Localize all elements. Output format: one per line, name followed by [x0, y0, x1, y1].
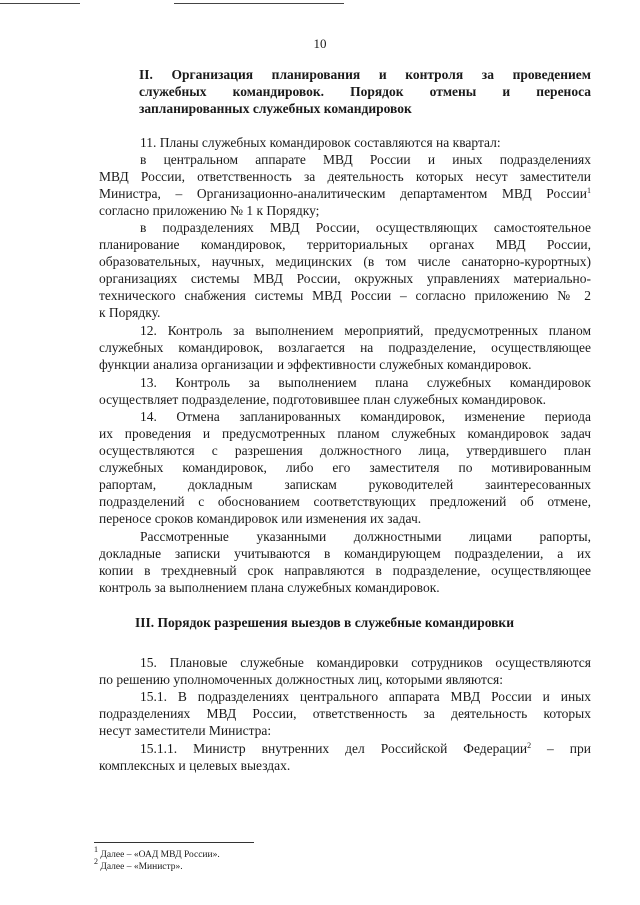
text-line-with-footnote: 15.1.1. Министр внутренних дел Российской Федерации$^2$ – при: [140, 741, 592, 756]
text-line: рапортам, докладным запискам руководителей заинтересованных: [99, 477, 591, 492]
text-line: организациях системы МВД России, окружных управлениях материально-: [99, 271, 591, 286]
footnote-1: $^1$ Далее – «ОАД МВД России».: [94, 845, 220, 860]
text-line: подразделений с обоснованием соответствующих предложений об отмене,: [99, 494, 591, 509]
text-line: МВД России, ответственность за деятельность которых несут заместители: [99, 169, 591, 184]
text-line: служебных командировок, либо его заместителя по мотивированным: [99, 460, 591, 475]
text-line-with-footnote: Министра, – Организационно-аналитическим департаментом МВД России$^1$: [99, 186, 591, 201]
footnote-2: $^2$ Далее – «Министр».: [94, 857, 183, 872]
text-line: копии в трехдневный срок направляются в подразделение, осуществляющее: [99, 563, 591, 578]
section-2-heading: II. Организация планирования и контроля за проведением служебных командировок. Порядок отмены и переноса запланированных служебных командировок: [139, 67, 591, 116]
top-rule: [174, 3, 344, 4]
text-line: по решению уполномоченных должностных лиц, которыми являются:: [99, 672, 503, 687]
text-line: 13. Контроль за выполнением плана служебных командировок: [140, 375, 591, 390]
text-line: 11. Планы служебных командировок составляются на квартал:: [140, 135, 501, 150]
text-line: в центральном аппарате МВД России и иных подразделениях: [140, 152, 591, 167]
text-line: подразделениях МВД России, ответственность за деятельность которых: [99, 706, 591, 721]
text-line: 15. Плановые служебные командировки сотрудников осуществляются: [140, 655, 591, 670]
text-line: образовательных, научных, медицинских (в том числе санаторно-курортных): [99, 254, 591, 269]
text-line: контроль за выполнением плана служебных командировок.: [99, 580, 440, 595]
text-line: переносе сроков командировок или изменения их задач.: [99, 511, 422, 526]
section-3-heading: III. Порядок разрешения выездов в служебные командировки: [135, 615, 514, 630]
text-line: осуществляет подразделение, подготовившее план служебных командировок.: [99, 392, 547, 407]
footnote-rule: [94, 842, 254, 843]
text-line: согласно приложению № 1 к Порядку;: [99, 203, 320, 218]
text-line: функции анализа организации и эффективности служебных командировок.: [99, 357, 532, 372]
text-line: технического снабжения системы МВД России – согласно приложению № 2: [99, 288, 591, 303]
text-line: несут заместители Министра:: [99, 723, 272, 738]
text-line: осуществляются с разрешения должностного лица, утвердившего план: [99, 443, 591, 458]
text-line: Рассмотренные указанными должностными лицами рапорты,: [140, 529, 591, 544]
text-line: планирование командировок, территориальных органах МВД России,: [99, 237, 591, 252]
text-line: в подразделениях МВД России, осуществляющих самостоятельное: [140, 220, 591, 235]
text-line: служебных командировок, возлагается на подразделение, осуществляющее: [99, 340, 591, 355]
text-line: докладные записки учитываются в командирующем подразделении, а их: [99, 546, 591, 561]
text-line: 15.1. В подразделениях центрального аппарата МВД России и иных: [140, 689, 591, 704]
text-line: комплексных и целевых выездах.: [99, 758, 291, 773]
top-rule: [0, 3, 80, 4]
text-line: 14. Отмена запланированных командировок, изменение периода: [140, 409, 591, 424]
text-line: к Порядку.: [99, 305, 161, 320]
page-number: 10: [313, 36, 327, 51]
text-line: 12. Контроль за выполнением мероприятий, предусмотренных планом: [140, 323, 591, 338]
text-line: их проведения и предусмотренных планом служебных командировок задач: [99, 426, 591, 441]
